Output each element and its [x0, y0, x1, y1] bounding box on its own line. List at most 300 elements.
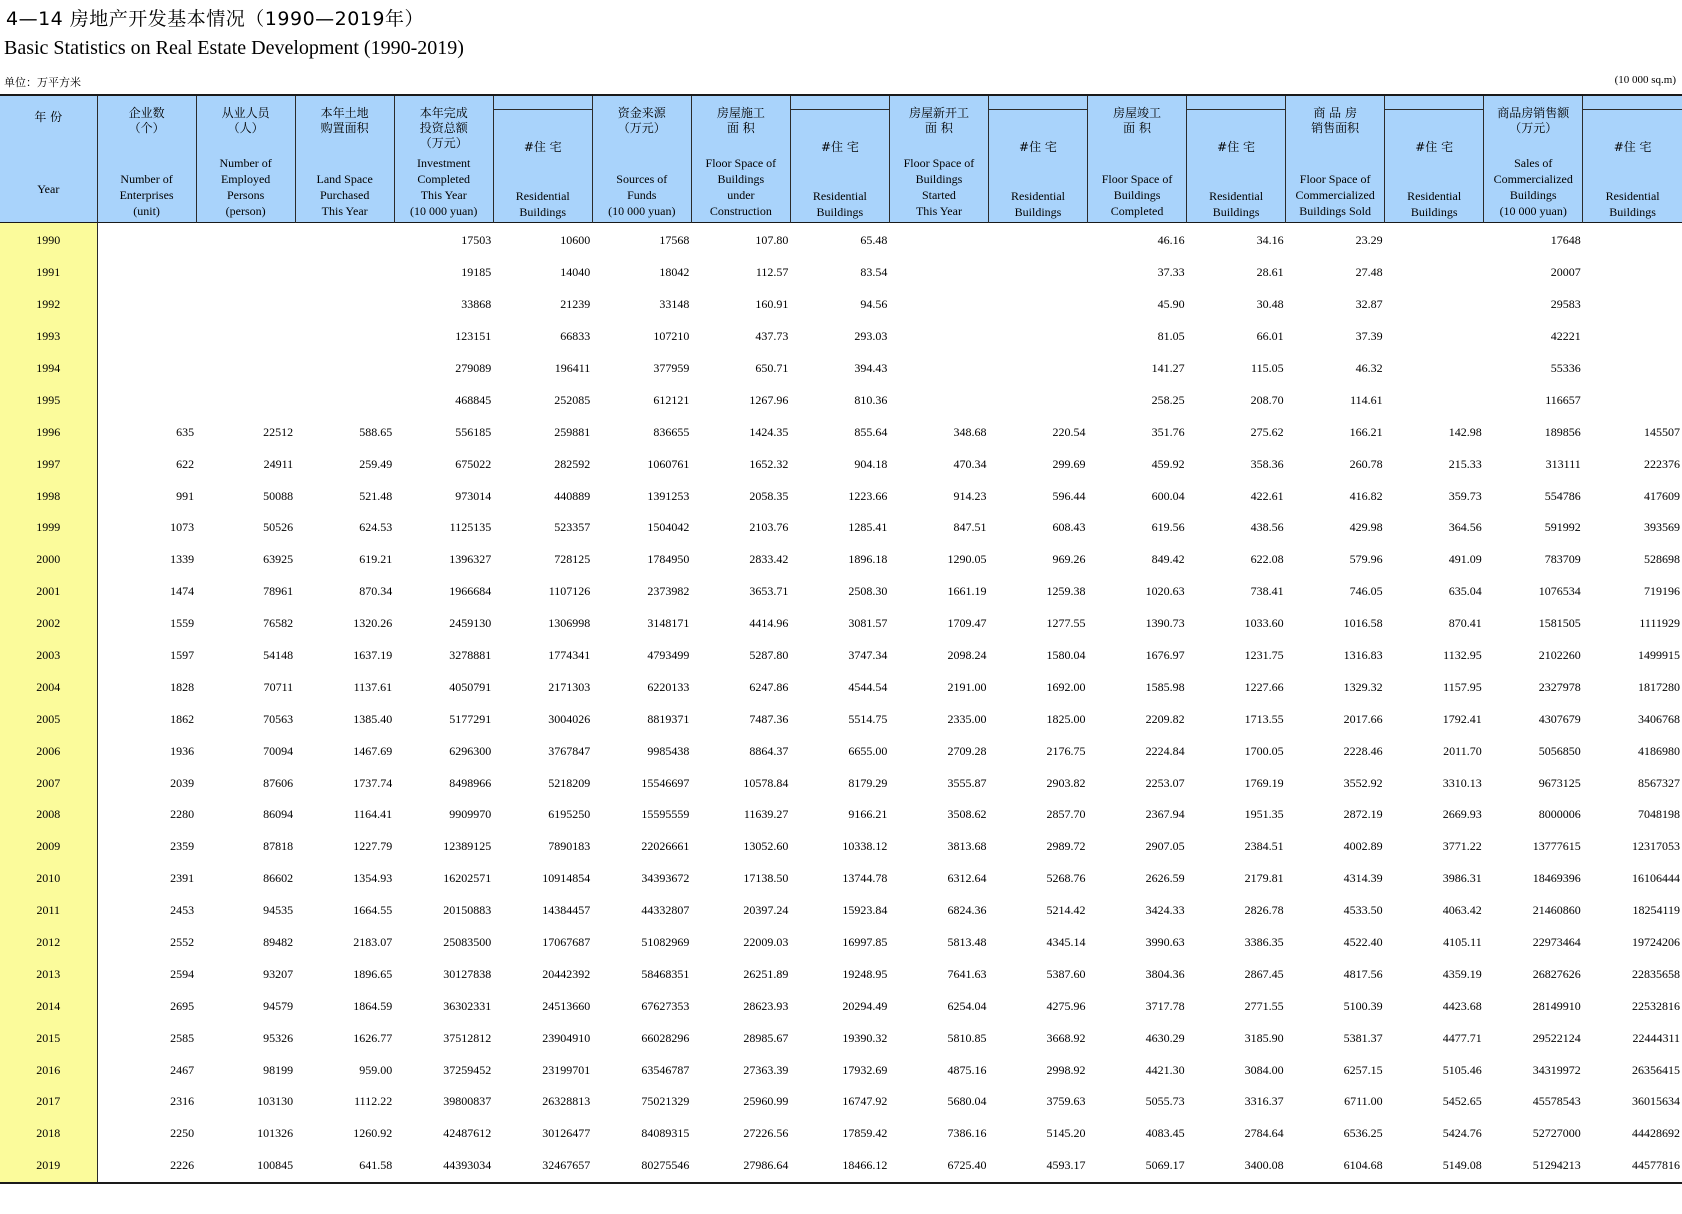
table-row: [0, 448, 1682, 480]
table-cell: 1125135: [449, 520, 492, 535]
table-cell: 28.61: [1256, 265, 1284, 280]
table-cell: 6247.86: [749, 679, 789, 694]
table-cell: 8498966: [449, 775, 492, 790]
table-cell: 2183.07: [353, 935, 393, 950]
table-cell: [988, 289, 1087, 321]
table-cell: 1227.79: [353, 839, 393, 854]
table-cell: [889, 289, 988, 321]
table-cell: 2508.30: [848, 584, 888, 599]
table-cell: 1661.19: [947, 584, 987, 599]
column-header-en: Residential Buildings: [812, 189, 867, 219]
table-cell: 358.36: [1250, 456, 1284, 471]
table-cell: 27986.64: [743, 1158, 789, 1173]
table-cell: [295, 321, 394, 353]
table-cell: 87606: [263, 775, 294, 790]
table-cell: 19390.32: [842, 1030, 888, 1045]
column-header: [196, 95, 295, 223]
table-cell: 21239: [560, 297, 591, 312]
column-header-cn: #住 宅: [1613, 140, 1652, 154]
table-cell: 608.43: [1052, 520, 1086, 535]
table-cell: [1385, 353, 1484, 385]
table-cell: 27.48: [1355, 265, 1383, 280]
table-cell: 70563: [263, 711, 294, 726]
table-cell: 3148171: [647, 616, 690, 631]
table-cell: 20442392: [542, 966, 591, 981]
table-cell: 107210: [653, 329, 690, 344]
table-cell: 20007: [1550, 265, 1581, 280]
table-cell: 3552.92: [1343, 775, 1383, 790]
table-cell: 738.41: [1250, 584, 1284, 599]
table-cell: [1385, 289, 1484, 321]
table-cell: 81.05: [1157, 329, 1185, 344]
table-cell: 44393034: [443, 1158, 492, 1173]
table-cell: 459.92: [1151, 456, 1185, 471]
table-cell: 1709.47: [947, 616, 987, 631]
table-cell: 3653.71: [749, 584, 789, 599]
column-header: [988, 95, 1087, 223]
table-cell: 100845: [257, 1158, 294, 1173]
column-header: [1583, 95, 1682, 223]
table-cell: 29583: [1550, 297, 1581, 312]
table-row: [0, 958, 1682, 990]
column-header-cn: 商 品 房 销售面积: [1311, 106, 1360, 135]
table-cell: 24911: [263, 456, 294, 471]
table-cell: 523357: [554, 520, 591, 535]
table-cell: 1581505: [1538, 616, 1581, 631]
table-cell: [889, 384, 988, 416]
table-cell: [97, 257, 196, 289]
table-cell: 1354.93: [353, 871, 393, 886]
column-header-en: Number of Employed Persons (person): [219, 156, 272, 218]
table-cell: 5387.60: [1046, 966, 1086, 981]
table-cell: 3316.37: [1244, 1094, 1284, 1109]
table-cell: 579.96: [1349, 552, 1383, 567]
table-cell: 1559: [170, 616, 195, 631]
table-cell: 2191.00: [947, 679, 987, 694]
table-cell: 3004026: [548, 711, 591, 726]
table-cell: 39800837: [443, 1094, 492, 1109]
table-cell: 8819371: [647, 711, 690, 726]
table-cell: [295, 384, 394, 416]
column-header-cn: 房屋竣工 面 积: [1113, 106, 1162, 135]
table-cell: 23904910: [542, 1030, 591, 1045]
year-cell: 2007: [0, 767, 97, 799]
table-cell: 89482: [263, 935, 294, 950]
column-header-en: Residential Buildings: [1209, 189, 1264, 219]
table-cell: 37.33: [1157, 265, 1185, 280]
table-cell: 45578543: [1532, 1094, 1581, 1109]
table-cell: 37512812: [443, 1030, 492, 1045]
table-cell: 1259.38: [1046, 584, 1086, 599]
table-cell: 5145.20: [1046, 1126, 1086, 1141]
table-cell: 5055.73: [1145, 1094, 1185, 1109]
table-cell: [97, 223, 196, 257]
table-cell: 3990.63: [1145, 935, 1185, 950]
table-cell: 51294213: [1532, 1158, 1581, 1173]
table-cell: 348.68: [953, 424, 987, 439]
table-cell: 9985438: [647, 743, 690, 758]
table-cell: 4793499: [647, 648, 690, 663]
table-cell: 12317053: [1632, 839, 1680, 854]
table-cell: [889, 223, 988, 257]
table-cell: 1499915: [1638, 648, 1680, 663]
table-cell: 2695: [170, 998, 195, 1013]
table-cell: 293.03: [854, 329, 888, 344]
table-cell: 4307679: [1538, 711, 1581, 726]
table-cell: 959.00: [359, 1062, 393, 1077]
year-cell: 2008: [0, 799, 97, 831]
table-cell: 1692.00: [1046, 679, 1086, 694]
table-cell: 4477.71: [1442, 1030, 1482, 1045]
table-cell: [1583, 223, 1682, 257]
table-cell: 1784950: [647, 552, 690, 567]
table-cell: [988, 257, 1087, 289]
table-cell: 5214.42: [1046, 903, 1086, 918]
table-cell: 32467657: [542, 1158, 591, 1173]
column-header: [691, 95, 790, 223]
table-cell: [196, 257, 295, 289]
column-header-en: Investment Completed This Year (10 000 yuan): [410, 156, 478, 218]
table-cell: 2058.35: [749, 488, 789, 503]
table-row: [0, 353, 1682, 385]
table-cell: 95326: [263, 1030, 294, 1045]
table-cell: 30.48: [1256, 297, 1284, 312]
table-cell: 37.39: [1355, 329, 1383, 344]
table-cell: 141.27: [1151, 361, 1185, 375]
table-cell: 12389125: [443, 839, 492, 854]
table-cell: 1951.35: [1244, 807, 1284, 822]
table-cell: 52727000: [1532, 1126, 1581, 1141]
table-row: [0, 703, 1682, 735]
table-cell: 847.51: [953, 520, 987, 535]
table-cell: [988, 353, 1087, 385]
table-cell: 26356415: [1632, 1062, 1680, 1077]
table-cell: 22026661: [641, 839, 690, 854]
table-cell: 4544.54: [848, 679, 888, 694]
table-cell: 42221: [1550, 329, 1581, 344]
table-cell: 16997.85: [842, 935, 888, 950]
table-cell: 4533.50: [1343, 903, 1383, 918]
table-cell: 86602: [263, 871, 294, 886]
table-row: [0, 1086, 1682, 1118]
table-cell: 28985.67: [743, 1030, 789, 1045]
year-cell: 1998: [0, 480, 97, 512]
year-cell: 2019: [0, 1150, 97, 1183]
table-cell: [1385, 257, 1484, 289]
table-cell: 166.21: [1349, 424, 1383, 439]
table-cell: 438.56: [1250, 520, 1284, 535]
table-cell: 16106444: [1632, 871, 1680, 886]
table-cell: [97, 321, 196, 353]
year-cell: 2006: [0, 735, 97, 767]
table-cell: 1966684: [449, 584, 492, 599]
table-row: [0, 799, 1682, 831]
year-cell: 1990: [0, 223, 97, 257]
column-header-en: Sales of Commercialized Buildings (10 000 yuan): [1493, 156, 1573, 218]
table-cell: 591992: [1544, 520, 1581, 535]
year-cell: 2003: [0, 640, 97, 672]
table-cell: 34319972: [1532, 1062, 1581, 1077]
table-cell: 2316: [170, 1094, 195, 1109]
table-cell: 58468351: [641, 966, 690, 981]
table-cell: 5381.37: [1343, 1030, 1383, 1045]
table-cell: 5810.85: [947, 1030, 987, 1045]
table-cell: 2669.93: [1442, 807, 1482, 822]
table-row: [0, 671, 1682, 703]
table-cell: 50088: [263, 488, 294, 503]
table-cell: 4630.29: [1145, 1030, 1185, 1045]
table-cell: 2224.84: [1145, 743, 1185, 758]
table-cell: 1227.66: [1244, 679, 1284, 694]
table-cell: 1390.73: [1145, 616, 1185, 631]
table-cell: 491.09: [1448, 552, 1482, 567]
table-cell: 16747.92: [842, 1094, 888, 1109]
table-cell: 5056850: [1538, 743, 1581, 758]
year-cell: 1991: [0, 257, 97, 289]
table-cell: 1652.32: [749, 456, 789, 471]
table-cell: 440889: [554, 488, 591, 503]
table-cell: 22835658: [1632, 966, 1680, 981]
column-header-en: Floor Space of Buildings Completed: [1101, 172, 1173, 218]
table-cell: 6312.64: [947, 871, 987, 886]
table-cell: 63925: [263, 552, 294, 567]
table-body: [0, 223, 1682, 1183]
table-cell: 2327978: [1538, 679, 1581, 694]
column-header-en: Year: [37, 182, 60, 196]
table-cell: 45.90: [1157, 297, 1185, 312]
column-header-cn: 房屋施工 面 积: [716, 106, 765, 135]
table-cell: 1862: [170, 711, 195, 726]
column-header: [790, 95, 889, 223]
column-header: [889, 95, 988, 223]
table-cell: 67627353: [641, 998, 690, 1013]
table-cell: 5680.04: [947, 1094, 987, 1109]
table-cell: 9673125: [1538, 775, 1581, 790]
table-row: [0, 927, 1682, 959]
table-cell: 26251.89: [743, 966, 789, 981]
table-cell: 622.08: [1250, 552, 1284, 567]
table-cell: 3400.08: [1244, 1158, 1284, 1173]
table-cell: 1132.95: [1443, 648, 1482, 663]
table-cell: 10914854: [542, 871, 591, 886]
table-cell: 554786: [1544, 488, 1581, 503]
table-cell: 5105.46: [1442, 1062, 1482, 1077]
table-cell: 17932.69: [842, 1062, 888, 1077]
table-cell: [1583, 353, 1682, 385]
table-cell: 3717.78: [1145, 998, 1185, 1013]
table-cell: 98199: [263, 1062, 294, 1077]
table-cell: [196, 289, 295, 321]
table-cell: 1316.83: [1343, 648, 1383, 663]
table-cell: 1107126: [548, 584, 591, 599]
table-cell: 30126477: [542, 1126, 591, 1141]
table-cell: 1896.65: [353, 966, 393, 981]
table-cell: 65.48: [860, 233, 888, 248]
table-cell: 2017.66: [1343, 711, 1383, 726]
table-cell: 86094: [263, 807, 294, 822]
table-cell: 112.57: [755, 265, 789, 280]
table-cell: 6104.68: [1343, 1158, 1383, 1173]
column-header-cn: 资金来源 （万元）: [617, 106, 666, 135]
table-cell: 27363.39: [743, 1062, 789, 1077]
table-cell: 160.91: [755, 297, 789, 312]
table-cell: 208.70: [1250, 392, 1284, 407]
column-header-cn: 本年完成 投资总额 （万元）: [419, 106, 468, 150]
table-cell: 299.69: [1052, 456, 1086, 471]
table-cell: 36015634: [1632, 1094, 1680, 1109]
table-cell: 836655: [653, 424, 690, 439]
table-cell: 15546697: [641, 775, 690, 790]
table-cell: 1285.41: [848, 520, 888, 535]
table-cell: 22512: [263, 424, 294, 439]
table-row: [0, 480, 1682, 512]
table-cell: 94535: [263, 903, 294, 918]
table-cell: 3813.68: [947, 839, 987, 854]
table-cell: 2102260: [1538, 648, 1581, 663]
table-cell: 4359.19: [1442, 966, 1482, 981]
table-cell: 107.80: [755, 233, 789, 248]
table-cell: 103130: [257, 1094, 294, 1109]
year-cell: 2012: [0, 927, 97, 959]
table-cell: 417609: [1644, 488, 1680, 503]
table-cell: 1277.55: [1046, 616, 1086, 631]
table-cell: 728125: [554, 552, 591, 567]
table-cell: 973014: [455, 488, 492, 503]
column-header: [0, 95, 97, 223]
table-cell: 1111929: [1639, 616, 1680, 631]
table-row: [0, 831, 1682, 863]
table-cell: 2857.70: [1046, 807, 1086, 822]
table-cell: 1391253: [647, 488, 690, 503]
table-cell: [295, 223, 394, 257]
year-cell: 1993: [0, 321, 97, 353]
table-cell: 3986.31: [1442, 871, 1482, 886]
table-cell: 6220133: [647, 679, 690, 694]
table-cell: [988, 321, 1087, 353]
table-cell: 991: [176, 488, 195, 503]
table-cell: 3747.34: [848, 648, 888, 663]
table-cell: 2171303: [548, 679, 591, 694]
table-cell: 37259452: [443, 1062, 492, 1077]
table-cell: 5069.17: [1145, 1158, 1185, 1173]
table-cell: 11639.27: [743, 807, 789, 822]
table-cell: 1076534: [1538, 584, 1581, 599]
table-cell: 17648: [1550, 233, 1581, 248]
table-cell: 46.16: [1157, 233, 1185, 248]
table-cell: 17859.42: [842, 1126, 888, 1141]
column-header-cn: 房屋新开工 面 积: [908, 106, 969, 135]
table-cell: 4063.42: [1442, 903, 1482, 918]
table-cell: 3278881: [449, 648, 492, 663]
table-cell: 1290.05: [947, 552, 987, 567]
table-cell: 7641.63: [947, 966, 987, 981]
table-cell: 914.23: [953, 488, 987, 503]
table-cell: 29522124: [1532, 1030, 1581, 1045]
table-cell: 1597: [170, 648, 195, 663]
table-cell: 220.54: [1052, 424, 1086, 439]
table-cell: 1020.63: [1145, 584, 1185, 599]
table-cell: [295, 289, 394, 321]
table-cell: 870.41: [1448, 616, 1482, 631]
table-row: [0, 384, 1682, 416]
table-cell: 2552: [170, 935, 195, 950]
table-cell: 10600: [560, 233, 591, 248]
table-cell: [1583, 321, 1682, 353]
table-cell: 19248.95: [842, 966, 888, 981]
table-cell: 17067687: [542, 935, 591, 950]
table-cell: 24513660: [542, 998, 591, 1013]
table-cell: [97, 384, 196, 416]
year-cell: 2005: [0, 703, 97, 735]
column-header-en: Residential Buildings: [515, 189, 570, 219]
column-header: [592, 95, 691, 223]
table-cell: 4345.14: [1046, 935, 1086, 950]
table-cell: 313111: [1545, 456, 1581, 471]
table-cell: 746.05: [1349, 584, 1383, 599]
table-cell: 588.65: [359, 424, 393, 439]
table-cell: 1676.97: [1145, 648, 1185, 663]
table-cell: 2907.05: [1145, 839, 1185, 854]
table-cell: 22532816: [1632, 998, 1680, 1013]
table-row: [0, 544, 1682, 576]
table-cell: 2098.24: [947, 648, 987, 663]
table-row: [0, 576, 1682, 608]
unit-label-cn: 单位：万平方米: [4, 76, 81, 89]
table-cell: 2989.72: [1046, 839, 1086, 854]
column-header: [97, 95, 196, 223]
table-cell: 75021329: [641, 1094, 690, 1109]
table-cell: 26827626: [1532, 966, 1581, 981]
column-header-en: Residential Buildings: [1407, 189, 1462, 219]
table-cell: 2585: [170, 1030, 195, 1045]
year-cell: 2000: [0, 544, 97, 576]
table-cell: 44428692: [1632, 1126, 1680, 1141]
table-row: [0, 1022, 1682, 1054]
table-cell: 1585.98: [1145, 679, 1185, 694]
table-cell: 66028296: [641, 1030, 690, 1045]
table-cell: 33868: [461, 297, 492, 312]
year-cell: 2018: [0, 1118, 97, 1150]
year-cell: 2009: [0, 831, 97, 863]
table-cell: [1385, 321, 1484, 353]
table-cell: 650.71: [755, 361, 789, 375]
table-cell: 2280: [170, 807, 195, 822]
table-cell: 196411: [554, 361, 591, 375]
table-cell: 13744.78: [842, 871, 888, 886]
table-cell: 30127838: [443, 966, 492, 981]
table-cell: 93207: [263, 966, 294, 981]
table-cell: 9166.21: [848, 807, 888, 822]
table-cell: 2594: [170, 966, 195, 981]
table-cell: 622: [176, 456, 195, 471]
table-cell: 4275.96: [1046, 998, 1086, 1013]
column-header-cn: 年 份: [34, 110, 63, 124]
table-cell: 28623.93: [743, 998, 789, 1013]
column-header: [1286, 95, 1385, 223]
table-cell: 23199701: [542, 1062, 591, 1077]
table-cell: 259881: [554, 424, 591, 439]
table-row: [0, 321, 1682, 353]
table-cell: 1223.66: [848, 488, 888, 503]
table-cell: 13777615: [1532, 839, 1581, 854]
table-cell: 1664.55: [353, 903, 393, 918]
table-row: [0, 863, 1682, 895]
column-header: [493, 95, 592, 223]
table-cell: [97, 353, 196, 385]
table-cell: 4875.16: [947, 1062, 987, 1077]
table-cell: 94.56: [860, 297, 888, 312]
table-cell: 6655.00: [848, 743, 888, 758]
